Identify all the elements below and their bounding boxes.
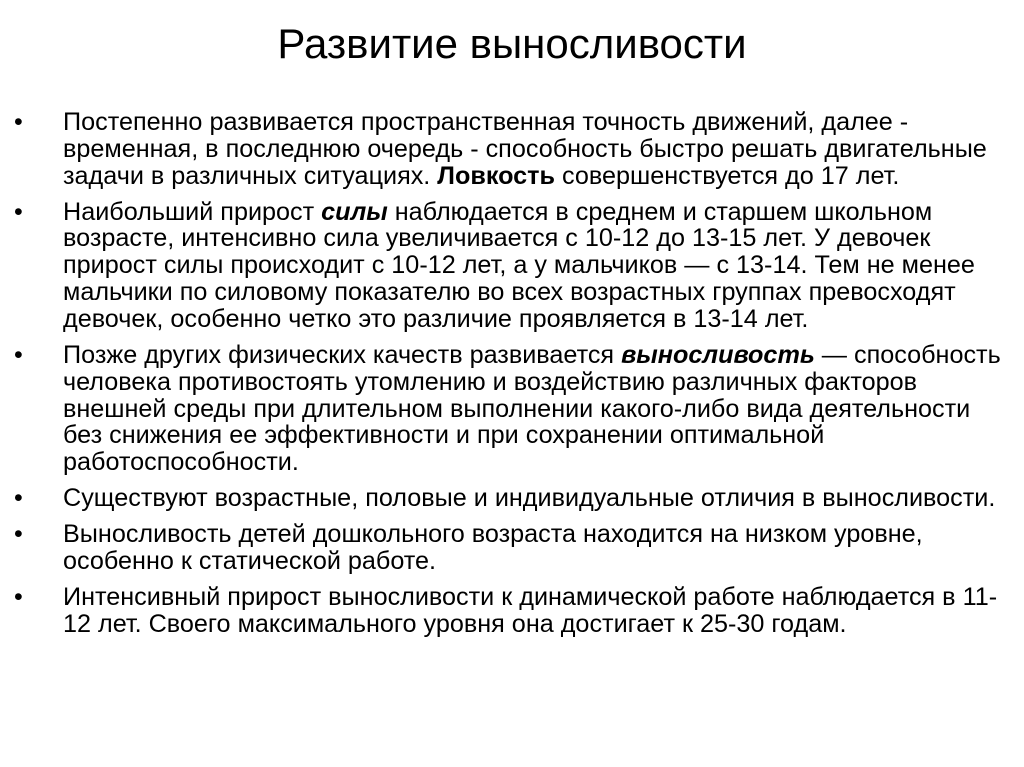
term-strength: силы <box>321 197 388 226</box>
bullet-strength <box>14 199 1014 333</box>
bullet-text: Интенсивный прирост выносливости к динамической работе наблюдается в 11-12 лет. Своего максимального уровня она достигает к 25-30 годам. <box>63 583 998 639</box>
bullet-text-part: Постепенно развивается пространственная точность движений, далее - временная, в последнюю очередь - способность быстро решать двигательные задачи в различных ситуациях. <box>63 108 987 190</box>
bullet-endurance-definition <box>14 342 1014 476</box>
bullet-text-part: совершенствуется до 17 лет. <box>555 161 900 190</box>
term-endurance: выносливость <box>621 340 815 369</box>
bullet-text: Выносливость детей дошкольного возраста находится на низком уровне, особенно к статической работе. <box>63 520 923 576</box>
bullet-dexterity <box>14 109 1014 189</box>
bullet-text-part: Позже других физических качеств развивается <box>63 340 622 369</box>
bullet-dot-icon: • <box>14 108 23 136</box>
bullet-preschool <box>14 521 1014 575</box>
bullet-dot-icon: • <box>14 484 23 513</box>
bullet-text <box>63 198 975 333</box>
bullet-text-part: наблюдается в среднем и старшем школьном возрасте, интенсивно сила увеличивается с 10-12 до 13-15 лет. У девочек прирост силы происходит с 10-12 лет, а у мальчиков — с 13-14. Тем не менее мальчики по силовому показателю во всех возрастных группах превосходят девочек, особенно четко это различие проявляется в 13-14 лет. <box>63 197 975 333</box>
bullet-text: Существуют возрастные, половые и индивидуальные отличия в выносливости. <box>63 484 996 513</box>
bullet-dot-icon: • <box>14 583 23 612</box>
bullet-text <box>63 108 987 190</box>
bullet-text-part: Наибольший прирост <box>63 197 322 226</box>
bullet-list <box>14 109 1014 647</box>
bullet-dynamic-work <box>14 584 1014 638</box>
slide-title: Развитие выносливости <box>277 20 747 67</box>
bullet-dot-icon: • <box>14 197 23 226</box>
bullet-differences <box>14 485 1014 512</box>
bullet-text <box>63 341 1001 476</box>
bullet-text-part: — способность человека противостоять утомлению и воздействию различных факторов внешней среды при длительном выполнении какого-либо вида деятельности без снижения ее эффективности и при сохранении оптимальной работоспособности. <box>63 340 1001 477</box>
bullet-dot-icon: • <box>14 340 23 369</box>
bullet-dot-icon: • <box>14 520 23 549</box>
term-dexterity: Ловкость <box>437 161 555 190</box>
